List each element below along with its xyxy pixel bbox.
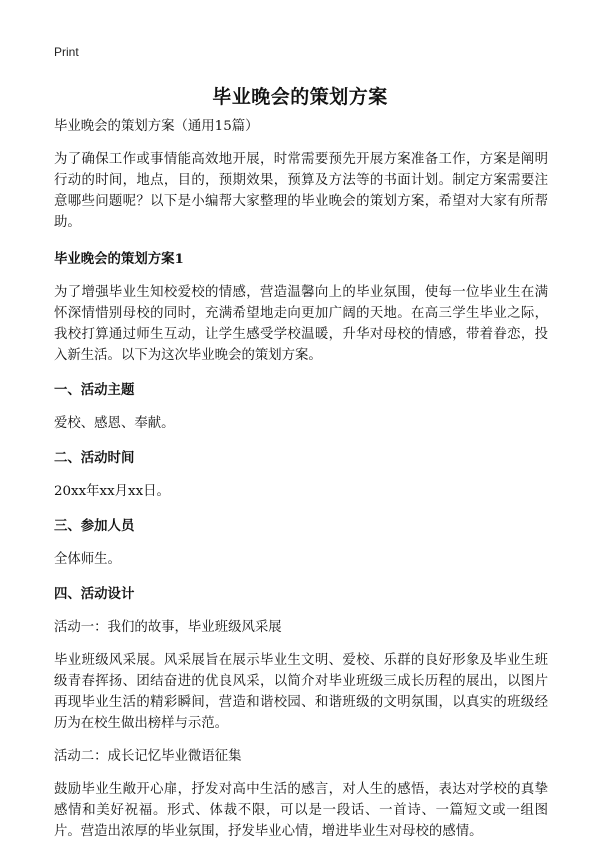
people-heading: 三、参加人员 [54,518,135,534]
section1-intro-paragraph: 为了增强毕业生知校爱校的情感，营造温馨向上的毕业氛围，使每一位毕业生在满怀深情惜别母校的同时，充满希望地走向更加广阔的天地。在高三学生毕业之际，我校打算通过师生互动，让学生感受学校温暖，升华对母校的情感，带着眷恋，投入新生活。以下为这次毕业晚会的策划方案。 [54,285,548,363]
document-body [54,116,548,842]
time-heading: 二、活动时间 [54,450,135,466]
activity1-title: 活动一：我们的故事，毕业班级风采展 [54,620,282,635]
print-link[interactable]: Print [54,45,79,59]
time-text: 20xx年xx月xx日。 [54,484,170,499]
activity2-paragraph: 鼓励毕业生敞开心扉，抒发对高中生活的感言，对人生的感悟，表达对学校的真挚感情和美好祝福。形式、体裁不限，可以是一段话、一首诗、一篇短文或一组图片。营造出浓厚的毕业氛围，抒发毕业心情，增进毕业生对母校的感情。 [54,782,548,839]
people-text: 全体师生。 [54,552,121,567]
activity1-paragraph: 毕业班级风采展。风采展旨在展示毕业生文明、爱校、乐群的良好形象及毕业生班级青春挥扬、团结奋进的优良风采，以简介对毕业班级三成长历程的展出，以图片再现毕业生活的精彩瞬间，营造和谐校园、和谐班级的文明氛围，以真实的班级经历为在校生做出榜样与示范。 [54,653,548,731]
doc-subtitle: 毕业晚会的策划方案（通用15篇） [54,119,259,134]
section1-heading: 毕业晚会的策划方案1 [54,251,184,267]
page-title: 毕业晚会的策划方案 [212,86,388,108]
intro-paragraph: 为了确保工作或事情能高效地开展，时常需要预先开展方案准备工作，方案是阐明行动的时间，地点，目的，预期效果，预算及方法等的书面计划。制定方案需要注意哪些问题呢？以下是小编帮大家整理的毕业晚会的策划方案，希望对大家有所帮助。 [54,152,548,230]
theme-text: 爱校、感恩、奉献。 [54,416,175,431]
design-heading: 四、活动设计 [54,586,135,602]
activity2-title: 活动二：成长记忆毕业微语征集 [54,749,242,764]
theme-heading: 一、活动主题 [54,382,135,398]
